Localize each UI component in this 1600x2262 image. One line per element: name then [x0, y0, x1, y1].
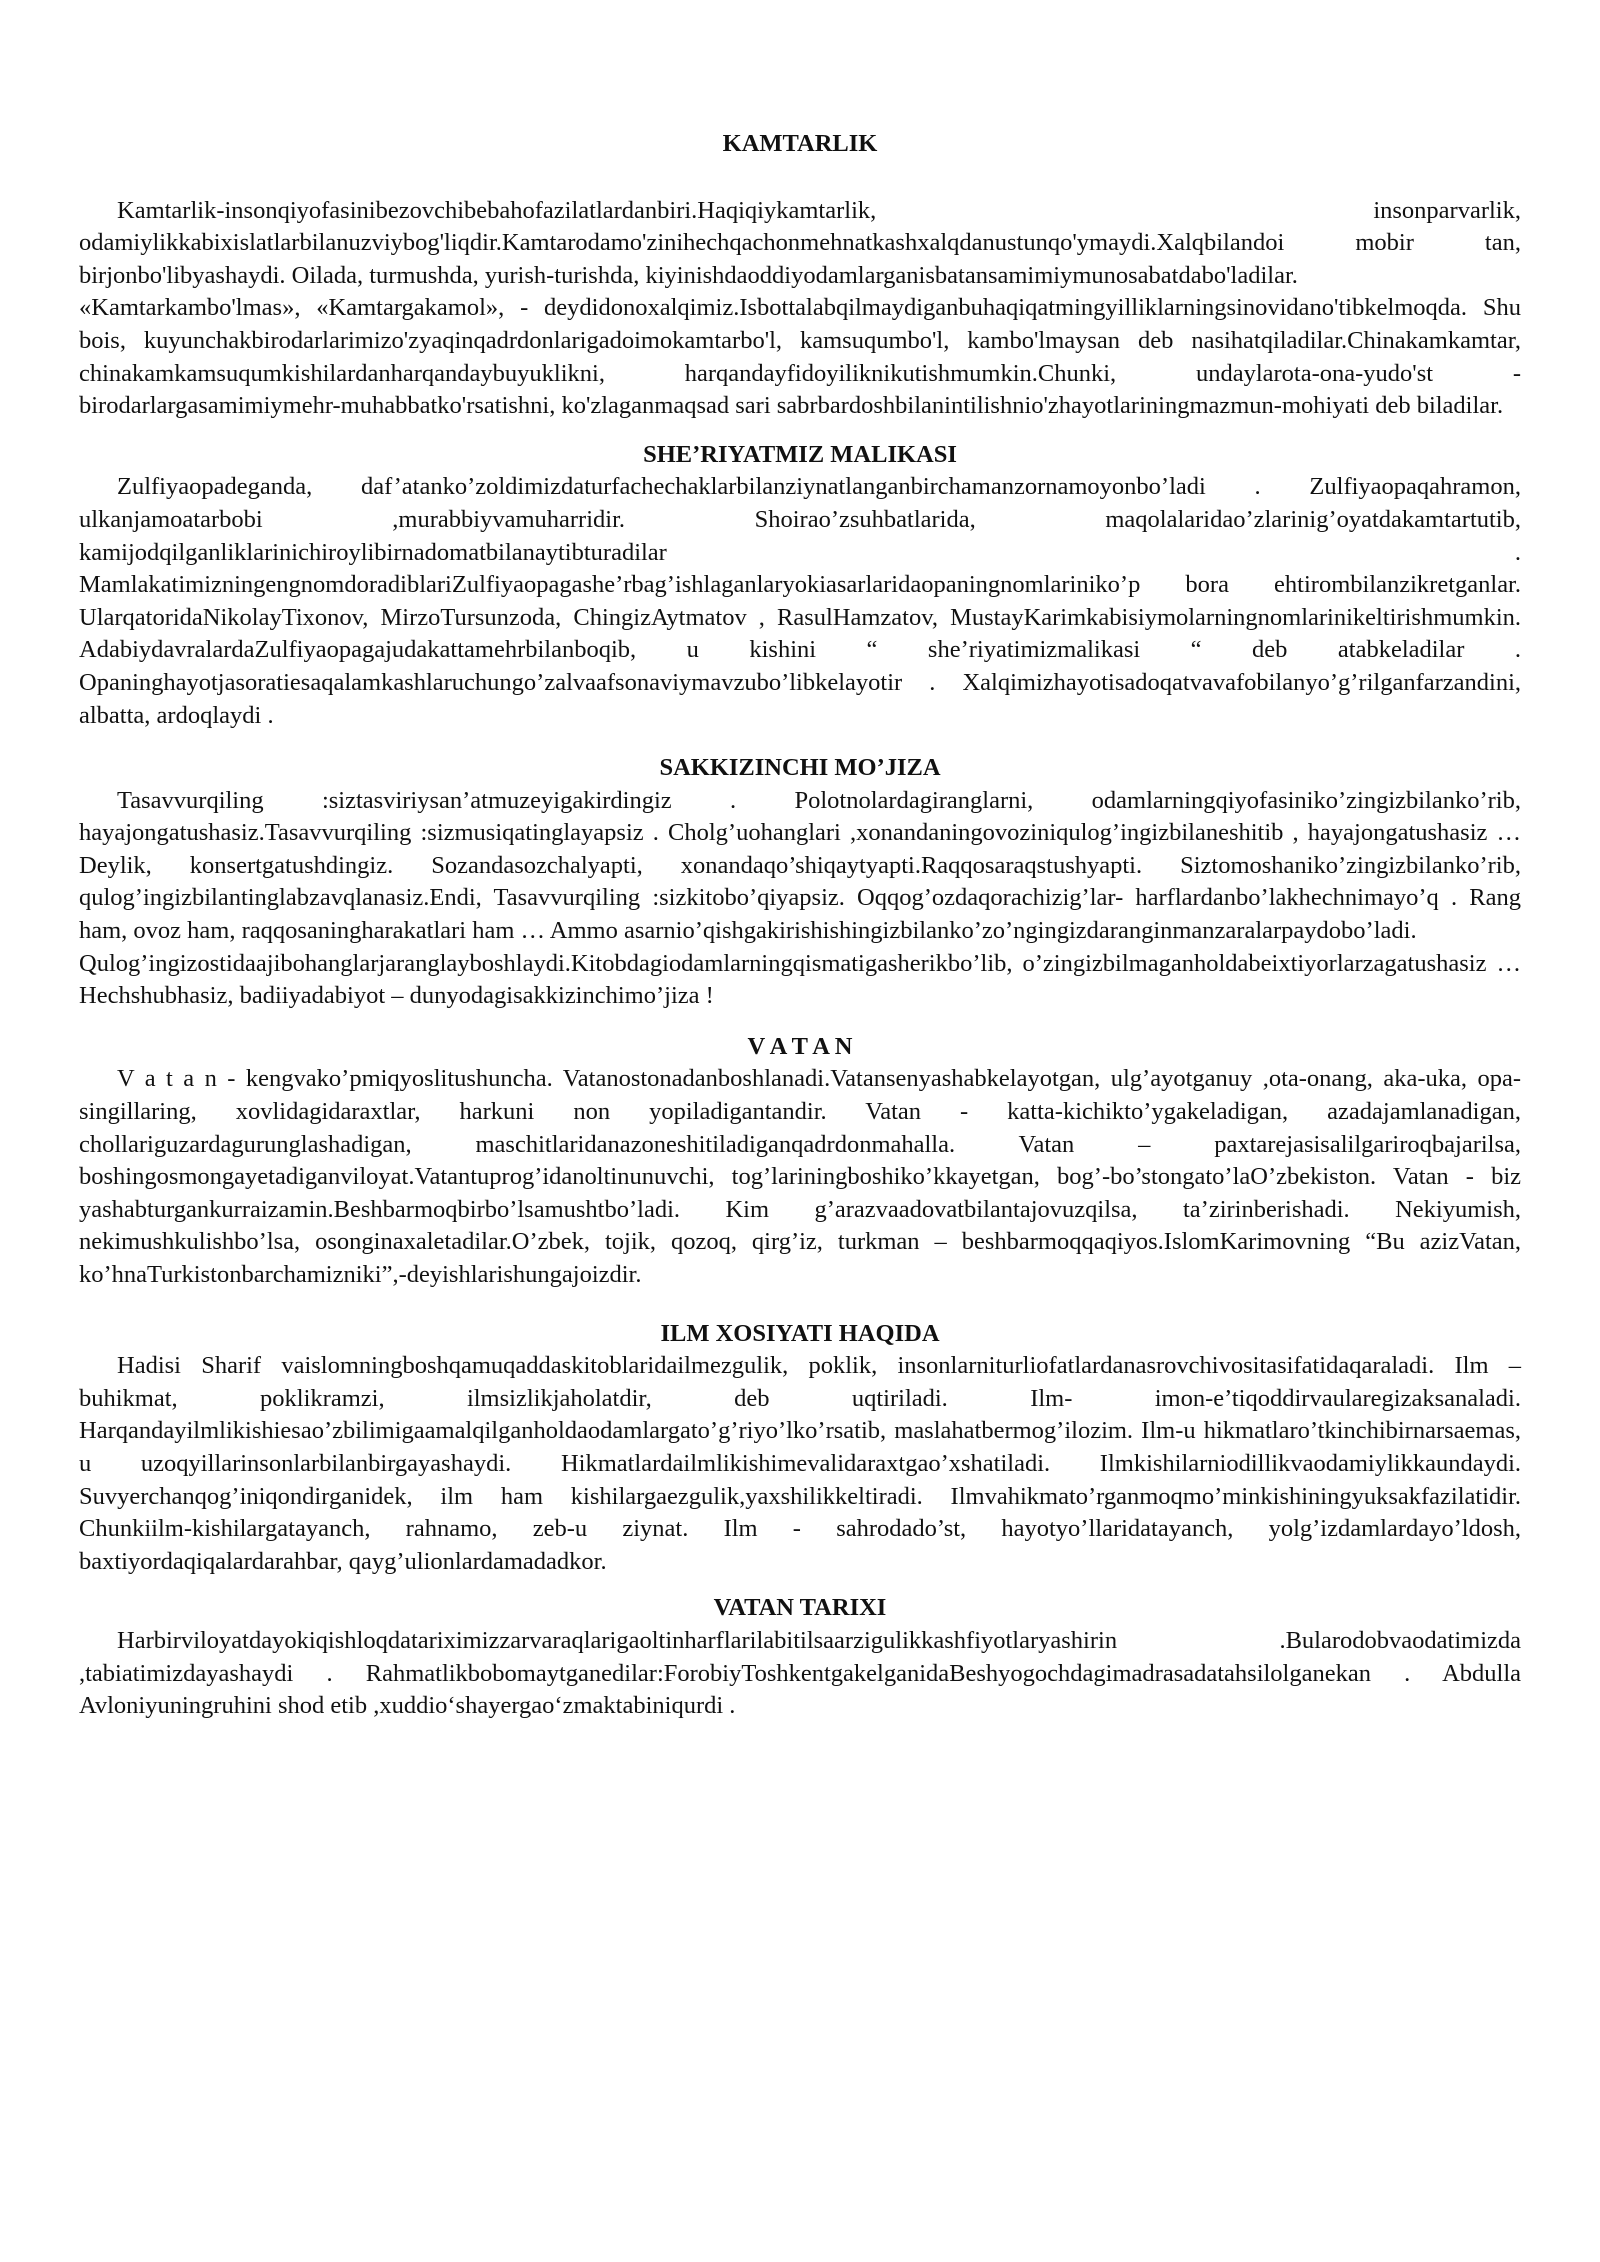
paragraph: V a t a n - kengvako’pmiqyoslitushuncha. Vatanostonadanboshlanadi.Vatansenyashabkelayotgan, ulg’ayotganuy ,ota-onang, aka-uka, opa-singillaring, xovlidagidaraxtlar, harkuni non yopiladigantandir. Vatan - katta-kichikto’ygakeladigan, azadajamlanadigan, chollariguzardagurunglashadigan, maschitlaridanazoneshitiladiganqadrdonmahalla. Vatan – paxtarejasisalilgariroqbajarilsa, boshingosmongayetadiganviloyat.Vatantuprog’idanoltinunuvchi, tog’lariningboshiko’kkayetgan, bog’-bo’stongato’laO’zbekiston. Vatan - biz yashabturgankurraizamin.Beshbarmoqbirbo’lsamushtbo’ladi. Kim g’arazvaadovatbilantajovuzqilsa, ta’zirinberishadi. Nekiyumish, nekimushkulishbo’lsa, osonginaxaletadilar.O’zbek, tojik, qozoq, qirg’iz, turkman – beshbarmoqqaqiyos.IslomKarimovning “Bu azizVatan, ko’hnaTurkistonbarchamizniki”,-deyishlarishungajoizdir.: [79, 1065, 1521, 1288]
section-kamtarlik: [79, 128, 1521, 423]
paragraph: Harbirviloyatdayokiqishloqdatariximizzarvaraqlarigaoltinharflarilabitilsaarzigulikkashfiyotlaryashirin .Bularodobvaodatimizda ,tabiatimizdayashaydi . Rahmatlikbobomaytganedilar:ForobiyToshkentgakelganidaBeshyogochdagimadrasadatahsilolganekan . Abdulla Avloniyuningruhini shod etib ,xuddio‘shayergao‘zmaktabiniqurdi .: [79, 1626, 1521, 1720]
section-vatan: [79, 1031, 1521, 1292]
section-title: SHE’RIYATMIZ MALIKASI: [643, 440, 957, 468]
paragraph: «Kamtarkambo'lmas», «Kamtargakamol», - deydidonoxalqimiz.Isbottalabqilmaydiganbuhaqiqatmingyilliklarningsinovidano'tibkelmoqda. Shu bois, kuyunchakbirodarlarimizo'zyaqinqadrdonlarigadoimokamtarbo'l, kamsuqumbo'l, kambo'lmaysan deb nasihatqiladilar.Chinakamkamtar, chinakamkamsuqumkishilardanharqandaybuyuklikni, harqandayfidoyiliknikutishmumkin.Chunki, undaylarota-ona-yudo'st - birodarlargasamimiymehr-muhabbatko'rsatishni, ko'zlaganmaqsad sari sabrbardoshbilanintilishnio'zhayotlariningmazmun-mohiyati deb biladilar.: [79, 294, 1521, 420]
section-title: VATAN TARIXI: [713, 1594, 887, 1622]
paragraph: Zulfiyaopadeganda, daf’atanko’zoldimizdaturfachechaklarbilanziynatlanganbirchamanzornamoyonbo’ladi . Zulfiyaopaqahramon, ulkanjamoatarbobi ,murabbiyvamuharridir. Shoirao’zsuhbatlarida, maqolalaridao’zlarinig’oyatdakamtartutib, kamijodqilganliklarinichiroylibirnadomatbilanaytibturadilar . MamlakatimizningengnomdoradiblariZulfiyaopagashe’rbag’ishlaganlaryokiasarlaridaopaningnomlariniko’p bora ehtirombilanzikretganlar. UlarqatoridaNikolayTixonov, MirzoTursunzoda, ChingizAytmatov , RasulHamzatov, MustayKarimkabisiymolarningnomlarinikeltirishmumkin. AdabiydavralardaZulfiyaopagajudakattamehrbilanboqib, u kishini “ she’riyatimizmalikasi “ deb atabkeladilar . Opaninghayotjasoratiesaqalamkashlaruchungo’zalvaafsonaviymavzubo’libkelayotir . Xalqimizhayotisadoqatvavafobilanyo’g’rilganfarzandini, albatta, ardoqlaydi .: [79, 473, 1521, 729]
section-sheriyatmiz-malikasi: [79, 439, 1521, 732]
document-page: [79, 128, 1521, 1723]
section-ilm-xosiyati-haqida: [79, 1318, 1521, 1579]
section-sakkizinchi-mojiza: [79, 752, 1521, 1013]
paragraph: Qulog’ingizostidaajibohanglarjaranglayboshlaydi.Kitobdagiodamlarningqismatigasherikbo’lib, o’zingizbilmaganholdabeixtiyorlarzagatushasiz … Hechshubhasiz, badiiyadabiyot – dunyodagisakkizinchimo’jiza !: [79, 949, 1521, 1010]
paragraph: Kamtarlik-insonqiyofasinibezovchibebahofazilatlardanbiri.Haqiqiykamtarlik, insonparvarlik, odamiylikkabixislatlarbilanuzviybog'liqdir.Kamtarodamo'zinihechqachonmehnatkashxalqdanustunqo'ymaydi.Xalqbilandoi mobir tan, birjonbo'libyashaydi. Oilada, turmushda, yurish-turishda, kiyinishdaoddiyodamlarganisbatansamimiymunosabatdabo'ladilar.: [79, 196, 1521, 289]
section-vatan-tarixi: [79, 1592, 1521, 1722]
section-title: KAMTARLIK: [722, 130, 878, 157]
section-title: ILM XOSIYATI HAQIDA: [660, 1319, 940, 1347]
paragraph: Hadisi Sharif vaislomningboshqamuqaddaskitoblaridailmezgulik, poklik, insonlarniturliofatlardanasrovchivositasifatidaqaraladi. Ilm – buhikmat, poklikramzi, ilmsizlikjaholatdir, deb uqtiriladi. Ilm- imon-e’tiqoddirvaularegizaksanaladi. Harqandayilmlikishiesao’zbilimigaamalqilganholdaodamlargato’g’riyo’lko’rsatib, maslahatbermog’ilozim. Ilm-u hikmatlaro’tkinchibirnarsaemas, u uzoqyillarinsonlarbilanbirgayashaydi. Hikmatlardailmlikishimevalidaraxtgao’xshatiladi. Ilmkishilarniodillikvaodamiylikkaundaydi. Suvyerchanqog’iniqondirganidek, ilm ham kishilargaezgulik,yaxshilikkeltiradi. Ilmvahikmato’rganmoqmo’minkishiningyuksakfazilatidir. Chunkiilm-kishilargatayanch, rahnamo, zeb-u ziynat. Ilm - sahrodado’st, hayotyo’llaridatayanch, yolg’izdamlardayo’ldosh, baxtiyordaqiqalardarahbar, qayg’ulionlardamadadkor.: [79, 1352, 1521, 1575]
section-title: V A T A N: [747, 1032, 853, 1060]
section-title: SAKKIZINCHI MO’JIZA: [659, 754, 941, 782]
paragraph: Tasavvurqiling :siztasviriysan’atmuzeyigakirdingiz . Polotnolardagiranglarni, odamlarningqiyofasiniko’zingizbilanko’rib, hayajongatushasiz.Tasavvurqiling :sizmusiqatinglayapsiz . Cholg’uohanglari ,xonandaningovoziniqulog’ingizbilaneshitib , hayajongatushasiz … Deylik, konsertgatushdingiz. Sozandasozchalyapti, xonandaqo’shiqaytyapti.Raqqosaraqstushyapti. Siztomoshaniko’zingizbilanko’rib, qulog’ingizbilantinglabzavqlanasiz.Endi, Tasavvurqiling :sizkitobo’qiyapsiz. Oqqog’ozdaqorachizig’lar- harflardanbo’lakhechnimayo’q . Rang ham, ovoz ham, raqqosaningharakatlari ham … Ammo asarnio’qishgakirishishingizbilanko’zo’ngingizdaranginmanzaralarpaydobo’ladi.: [79, 786, 1521, 945]
